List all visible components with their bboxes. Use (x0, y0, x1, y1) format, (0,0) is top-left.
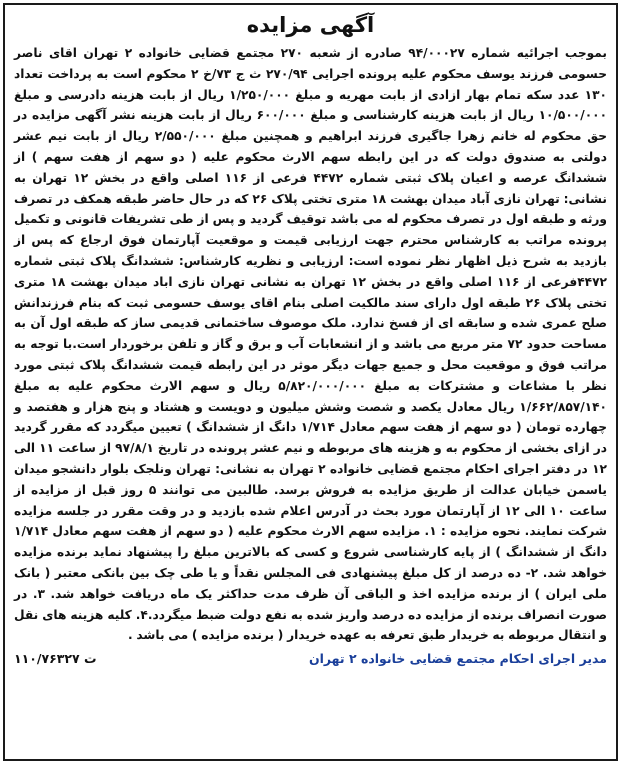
notice-title: آگهی مزایده (246, 13, 375, 37)
auction-notice (3, 3, 618, 761)
notice-signature: مدیر اجرای احکام مجتمع قضایی خانواده ۲ تهران (308, 651, 607, 667)
notice-body: بموجب اجرائیه شماره ۹۴/۰۰۰۲۷ صادره از شعبه ۲۷۰ مجتمع قضایی خانواده ۲ تهران اقای ناصر حسومی فرزند یوسف محکوم علیه پرونده اجرایی ۲۷۰/۹۴ ث ج ۷۳/خ ۲ محکوم است به پرداخت تعداد ۱۳۰ عدد سکه تمام بهار ازادی از بابت مهریه و مبلغ ۱/۲۵۰/۰۰۰ ریال از بابت هزینه دادرسی و مبلغ ۱۰/۵۰۰/۰۰۰ ریال از بابت هزینه کارشناسی و مبلغ ۶۰۰/۰۰۰ ریال از بابت هزینه نشر آگهی مزایده در حق محکوم له خانم زهرا جاگیری فرزند ابراهیم و همچنین مبلغ ۲/۵۵۰/۰۰۰ ریال از بابت نیم عشر دولتی به صندوق دولت که در این رابطه سهم الارث محکوم علیه ( دو سهم از هفت سهم ) از ششدانگ عرصه و اعیان پلاک ثبتی شماره ۴۴۷۲ فرعی از ۱۱۶ اصلی واقع در بخش ۱۲ تهران به نشانی: تهران نازی آباد میدان بهشت ۱۸ متری تختی پلاک ۲۶ که در حال حاضر طبقه همکف در تصرف ورثه و طبقه اول در تصرف محکوم له می باشد توقیف گردید و پس از طی تشریفات قانونی و تکمیل پرونده مراتب به کارشناس محترم جهت ارزیابی قیمت و موقعیت آپارتمان فوق ارجاع که پس از بازدید به شرح ذیل اظهار نظر نموده است: ارزیابی و نظریه کارشناس: ششدانگ پلاک ثبتی شماره ۴۴۷۲فرعی از ۱۱۶ اصلی واقع در بخش ۱۲ تهران به نشانی تهران نازی اباد میدان بهشت ۱۸ متری تختی پلاک ۲۶ طبقه اول دارای سند مالکیت اصلی بنام اقای یوسف حسومی ثبت که بنام فرزندانش صلح عمری شده و سابقه ای از فسخ ندارد. ملک موصوف ساختمانی قدیمی ساز که طبقه اول آن به مساحت حدود ۷۲ متر مربع می باشد و از انشعابات آب و برق و گاز و تلفن برخوردار است.با توجه به مراتب فوق و موقعیت محل و جمیع جهات دیگر موثر در این رابطه قیمت ششدانگ پلاک ثبتی مورد نظر با مشاعات و مشترکات به مبلغ ۵/۸۲۰/۰۰۰/۰۰۰ ریال و سهم الارث محکوم علیه به مبلغ ۱/۶۶۲/۸۵۷/۱۴۰ ریال معادل یکصد و شصت وشش میلیون و دویست و هشتاد و پنج هزار و هفتصد و چهارده تومان ( دو سهم از هفت سهم معادل ۱/۷۱۴ دانگ از ششدانگ ) تعیین میگردد که مقرر گردید در ازای بخشی از محکوم به و هزینه های مربوطه و نیم عشر پرونده در تاریخ ۹۷/۸/۱ از ساعت ۱۱ الی ۱۲ در دفتر اجرای احکام مجتمع قضایی خانواده ۲ تهران به نشانی: تهران ونلجک بلوار دانشجو میدان یاسمن خیابان عدالت از طریق مزایده به فروش برسد. طالبین می توانند ۵ روز قبل از مزایده از ساعت ۱۰ الی ۱۲ از آپارتمان مورد بحث در آدرس اعلام شده بازدید و در وقت مقرر در جلسه مزایده شرکت نمایند. نحوه مزایده : ۱. مزایده سهم الارث محکوم علیه ( دو سهم از هفت سهم معادل ۱/۷۱۴ دانگ از ششدانگ ) از پایه کارشناسی شروع و کسی که بالاترین مبلغ را پیشنهاد نماید برنده مزایده خواهد شد. ۲- ده درصد از کل مبلغ پیشنهادی فی المجلس نقداً و یا طی چک بین بانکی معتبر ( بانک ملی ایران ) از برنده مزایده اخذ و الباقی آن ظرف مدت حداکثر یک ماه دریافت خواهد شد. ۳. در صورت انصراف برنده از مزایده ده درصد واریز شده به نفع دولت ضبط میگردد.۴. کلیه هزینه های نقل و انتقال مربوطه به خریدار طبق تعرفه به عهده خریدار ( برنده مزایده ) می باشد . (14, 46, 608, 643)
notice-reference-number: ۱۱۰/۷۶۳۲۷ ت (14, 651, 97, 667)
notice-footer (14, 649, 607, 669)
